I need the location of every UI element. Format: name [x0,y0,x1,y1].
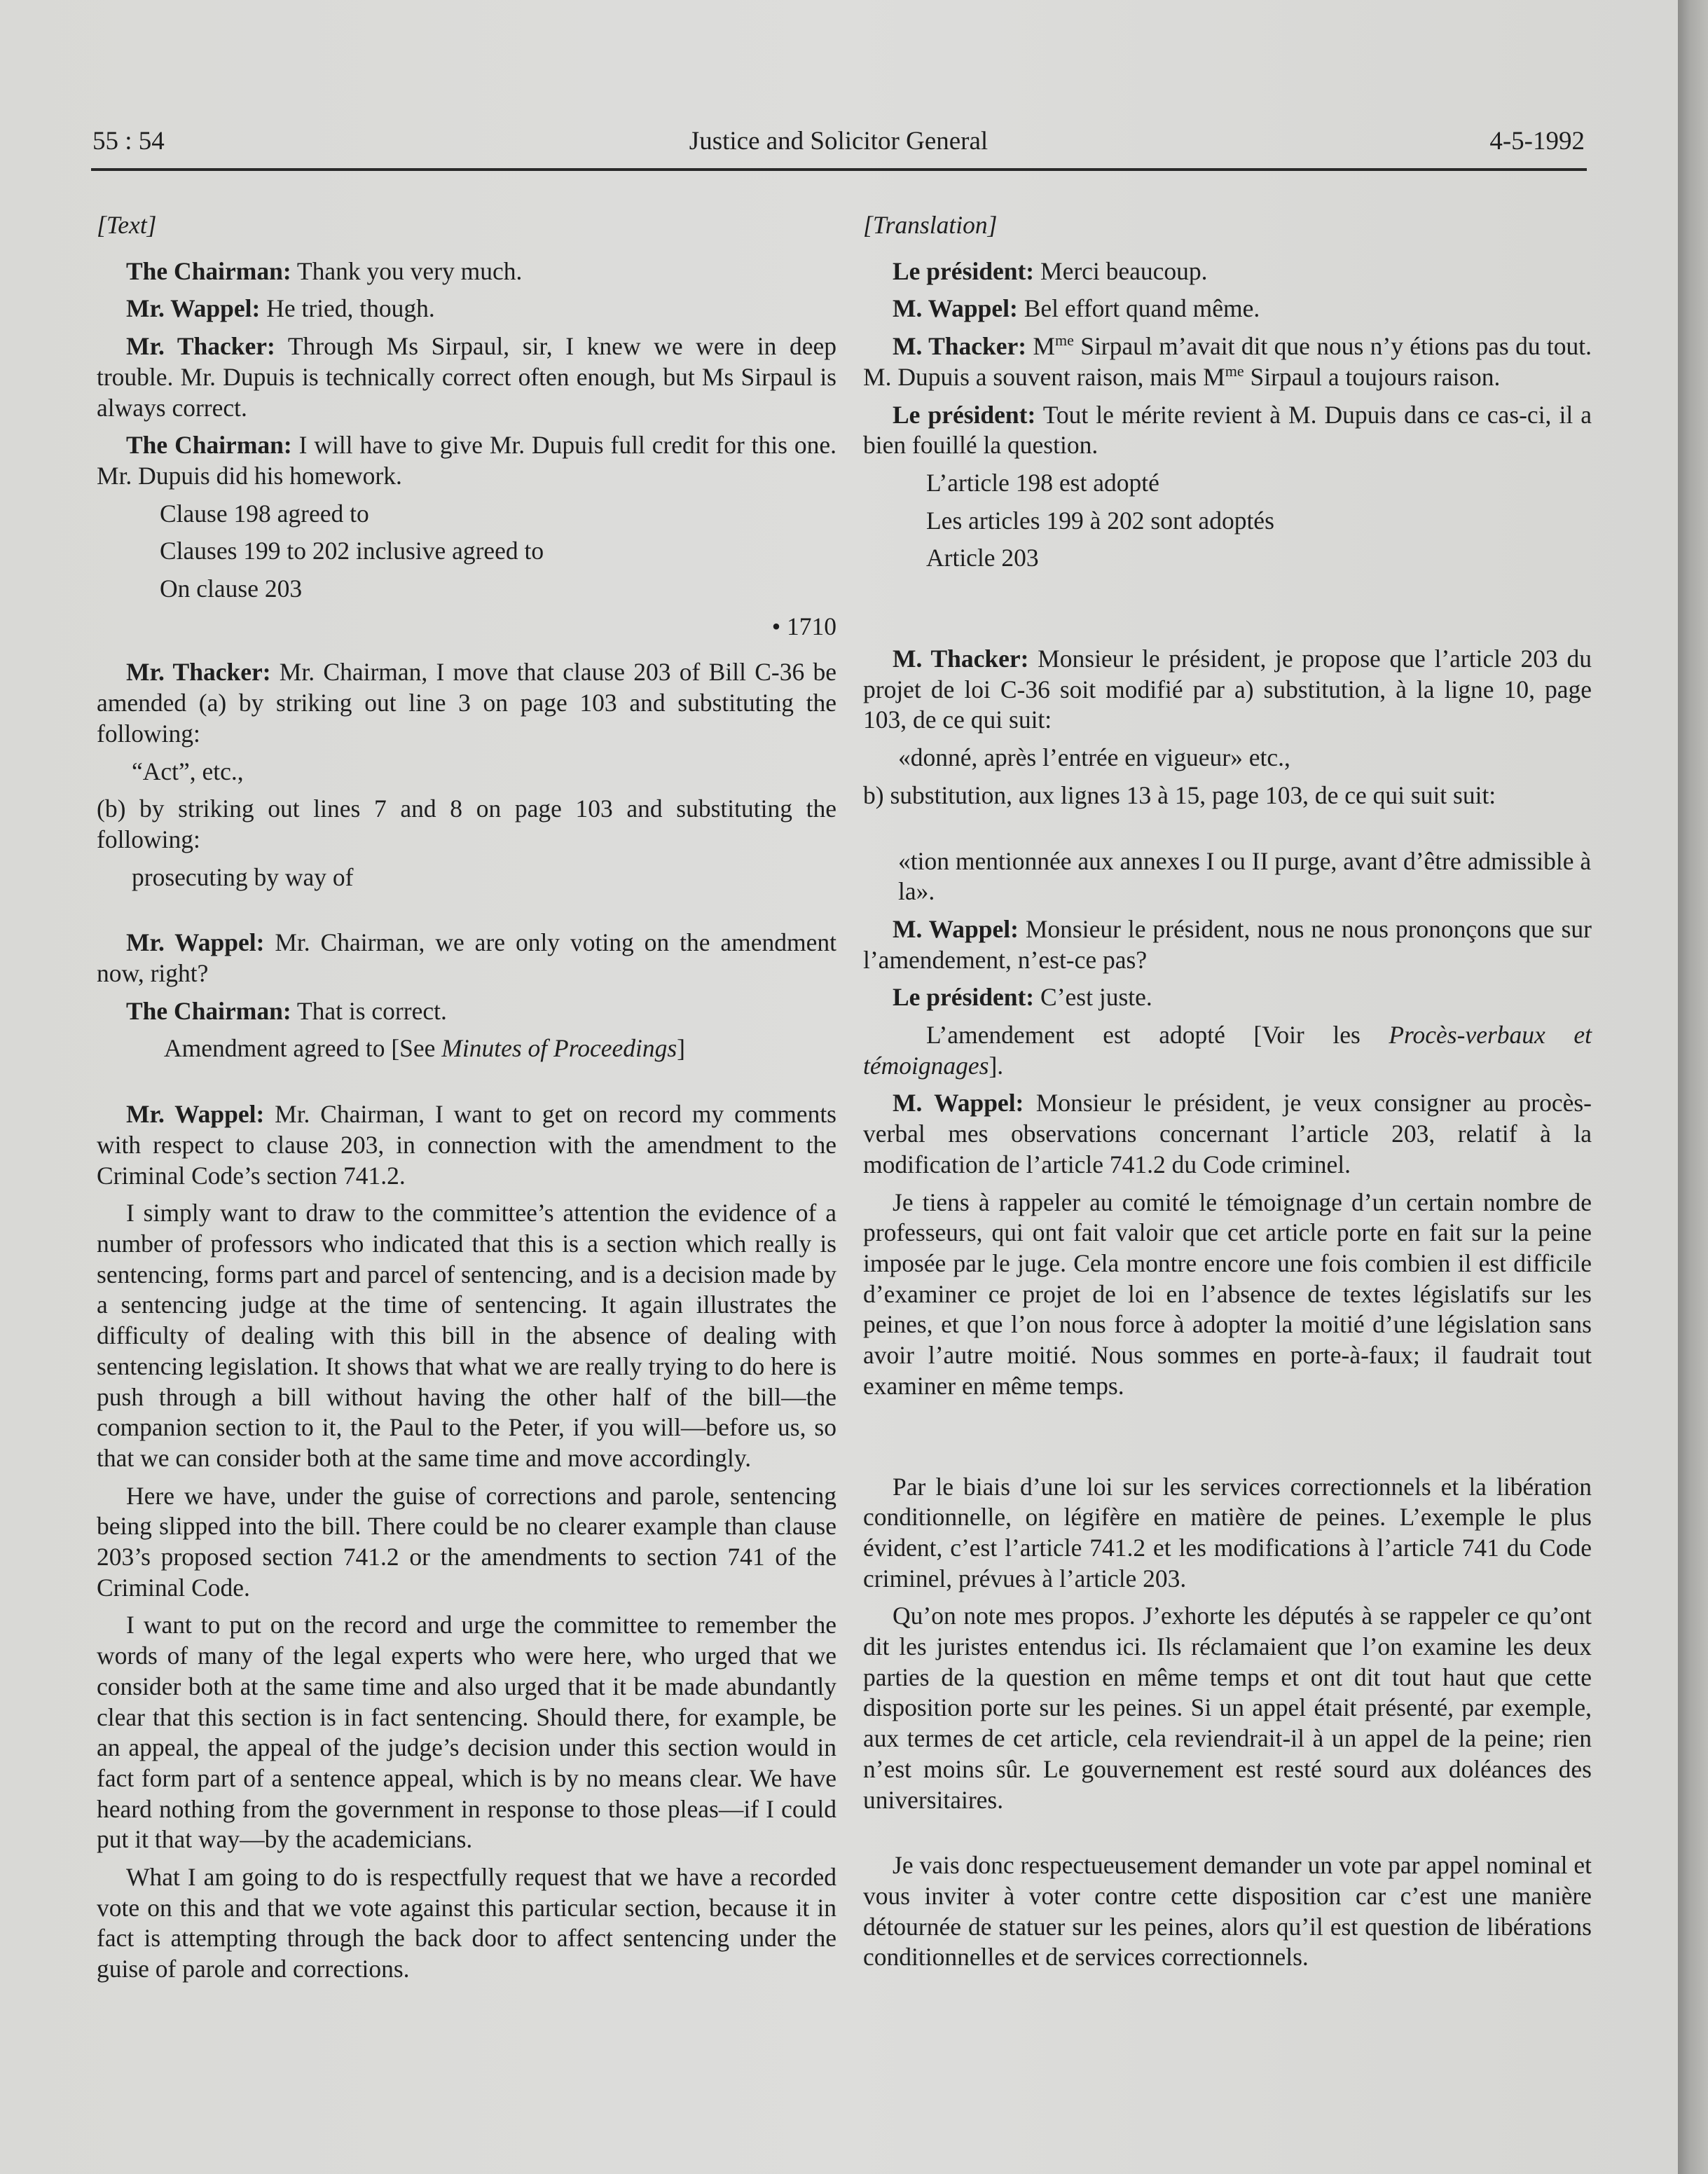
page-header [92,126,1585,165]
paragraph: Mr. Wappel: He tried, though. [126,294,435,323]
speaker: M. Wappel: [893,1089,1024,1117]
paragraph: Mr. Thacker: Mr. Chairman, I move that clause 203 of Bill C-36 be amended (a) by striking out line 3 on page 103 and substituting the following: [97,658,836,748]
clause-note: Article 203 [926,544,1039,572]
paragraph: b) substitution, aux lignes 13 à 15, page 103, de ce qui suit suit: [863,780,1496,809]
amendment-note: L’amendement est adopté [Voir les Procès-verbaux et témoignages]. [863,1021,1592,1080]
paragraph: Mr. Thacker: Through Ms Sirpaul, sir, I knew we were in deep trouble. Mr. Dupuis is technically correct often enough, but Ms Sirpaul is always correct. [97,332,836,422]
speaker: Mr. Wappel: [126,928,265,957]
clause-note: On clause 203 [160,575,303,603]
paragraph: M. Thacker: Monsieur le président, je propose que l’article 203 du projet de loi C-36 soit modifié par a) substitution, à la ligne 10, page 103, de ce qui suit: [863,645,1592,734]
speaker: M. Wappel: [893,914,1019,943]
paragraph: The Chairman: I will have to give Mr. Dupuis full credit for this one. Mr. Dupuis did his homework. [97,431,836,490]
paragraph: Le président: Tout le mérite revient à M. Dupuis dans ce cas-ci, il a bien fouillé la question. [863,400,1592,460]
amendment-note: Amendment agreed to [See Minutes of Proceedings] [164,1034,685,1063]
clause-note: Clauses 199 to 202 inclusive agreed to [160,537,544,565]
text-tag: [Text] [97,211,157,239]
paragraph: Le président: C’est juste. [893,983,1152,1012]
paragraph: What I am going to do is respectfully request that we have a recorded vote on this and that we vote against this particular section, because it in fact is attempting through the back door to affect sentencing under the guise of parole and corrections. [97,1863,836,1983]
clause-note: L’article 198 est adopté [926,468,1159,497]
paragraph: Mr. Wappel: Mr. Chairman, I want to get on record my comments with respect to clause 203, in connection with the amendment to the Criminal Code’s section 741.2. [97,1100,836,1190]
speaker: The Chairman: [126,996,291,1025]
english-column [97,210,836,1985]
speaker: M. Thacker: [893,332,1027,361]
paragraph: The Chairman: Thank you very much. [126,256,523,285]
paragraph: (b) by striking out lines 7 and 8 on page 103 and substituting the following: [97,794,836,853]
header-page-number: 55 : 54 [92,127,165,156]
paragraph: Here we have, under the guise of corrections and parole, sentencing being slipped into the bill. There could be no clearer example than clause 203’s proposed section 741.2 or the amendments to section 741 of the Criminal Code. [97,1481,836,1602]
speaker: Le président: [893,256,1035,285]
speaker: M. Thacker: [893,645,1029,673]
paragraph: Le président: Merci beaucoup. [893,256,1208,285]
speaker: Mr. Wappel: [126,1100,265,1129]
speaker: Le président: [893,400,1036,429]
paragraph: I want to put on the record and urge the committee to remember the words of many of the legal experts who were here, who urged that we consider both at the same time and also urged that it be made abundantly clear that this section is in fact sentencing. Should there, for example, be an appeal, the appeal of the judge’s decision under this section would in fact form part of a sentence appeal, which is by no means clear. We have heard nothing from the government in response to those pleas—if I could put it that way—by the academicians. [97,1611,836,1854]
paragraph: M. Wappel: Bel effort quand même. [893,294,1260,323]
paragraph: M. Thacker: $M^{me}$ Sirpaul m’avait dit que nous n’y étions pas du tout. M. Dupuis a souvent raison, mais $M^{me}$ Sirpaul a toujours raison. [863,331,1592,391]
speaker: The Chairman: [126,431,292,460]
paragraph: Je tiens à rappeler au comité le témoignage d’un certain nombre de professeurs, qui ont fait valoir que cet article porte en fait sur la peine imposée par le juge. Cela montre encore une fois combien il est difficile d’examiner ce projet de loi en l’absence de textes législatifs sur les peines, et que l’on nous force à adopter la moitié d’une législation sans avoir l’autre moitié. Nous sommes en porte-à-faux; il faudrait tout examiner en même temps. [863,1188,1592,1400]
paragraph: The Chairman: That is correct. [126,996,447,1025]
quoted-text: «tion mentionnée aux annexes I ou II purge, avant d’être admissible à la». [898,846,1592,906]
speaker: Mr. Thacker: [126,658,271,687]
clause-note: Clause 198 agreed to [160,499,369,528]
paragraph: Qu’on note mes propos. J’exhorte les députés à se rappeler ce qu’ont dit les juristes entendus ici. Ils réclamaient que l’on examine les deux parties de la question en même temps et ont dit tout haut que cette disposition porte sur les peines. Si un appel était présenté, par exemple, aux termes de cet article, cela reviendrait-il à un appel de la peine; rien n’est moins sûr. Le gouvernement est resté sourd aux doléances des universitaires. [863,1602,1592,1814]
header-date: 4-5-1992 [1489,127,1585,156]
page-edge-shadow [1678,0,1708,2174]
header-rule [91,168,1587,171]
paragraph: Je vais donc respectueusement demander un vote par appel nominal et vous inviter à voter contre cette disposition car c’est une manière détournée de statuer sur les peines, alors qu’il est question de libérations conditionnelles et de services correctionnels. [863,1851,1592,1972]
paragraph: Par le biais d’une loi sur les services correctionnels et la libération conditionnelle, on légifère en matière de peines. L’exemple le plus évident, c’est l’article 741.2 et les modifications à l’article 741 du Code criminel, prévues à l’article 203. [863,1472,1592,1592]
quoted-text: “Act”, etc., [132,757,244,785]
speaker: Mr. Wappel: [126,294,261,323]
french-column [863,210,1592,1973]
header-title: Justice and Solicitor General [689,127,989,156]
paragraph: I simply want to draw to the committee’s attention the evidence of a number of professors who indicated that this is a section which really is sentencing, forms part and parcel of sentencing, and is a decision made by a sentencing judge at the time of sentencing. It again illustrates the difficulty of dealing with this bill in the absence of dealing with sentencing legislation. It shows that what we are really trying to do here is push through a bill without having the other half of the bill—the companion section to it, the Paul to the Peter, if you will—before us, so that we can consider both at the same time and move accordingly. [97,1199,836,1472]
translation-tag: [Translation] [863,211,998,239]
clause-note: Les articles 199 à 202 sont adoptés [926,506,1274,535]
paragraph: Mr. Wappel: Mr. Chairman, we are only voting on the amendment now, right? [97,928,836,988]
speaker: Le président: [893,983,1035,1012]
paragraph: M. Wappel: Monsieur le président, je veux consigner au procès-verbal mes observations concernant l’article 203, relatif à la modification de l’article 741.2 du Code criminel. [863,1089,1592,1178]
time-marker: • 1710 [771,612,836,640]
speaker: The Chairman: [126,256,291,285]
speaker: M. Wappel: [893,294,1018,323]
quoted-text: «donné, après l’entrée en vigueur» etc., [898,743,1290,772]
quoted-text: prosecuting by way of [132,862,354,891]
speaker: Mr. Thacker: [126,332,275,361]
paragraph: M. Wappel: Monsieur le président, nous ne nous prononçons que sur l’amendement, n’est-ce pas? [863,914,1592,974]
